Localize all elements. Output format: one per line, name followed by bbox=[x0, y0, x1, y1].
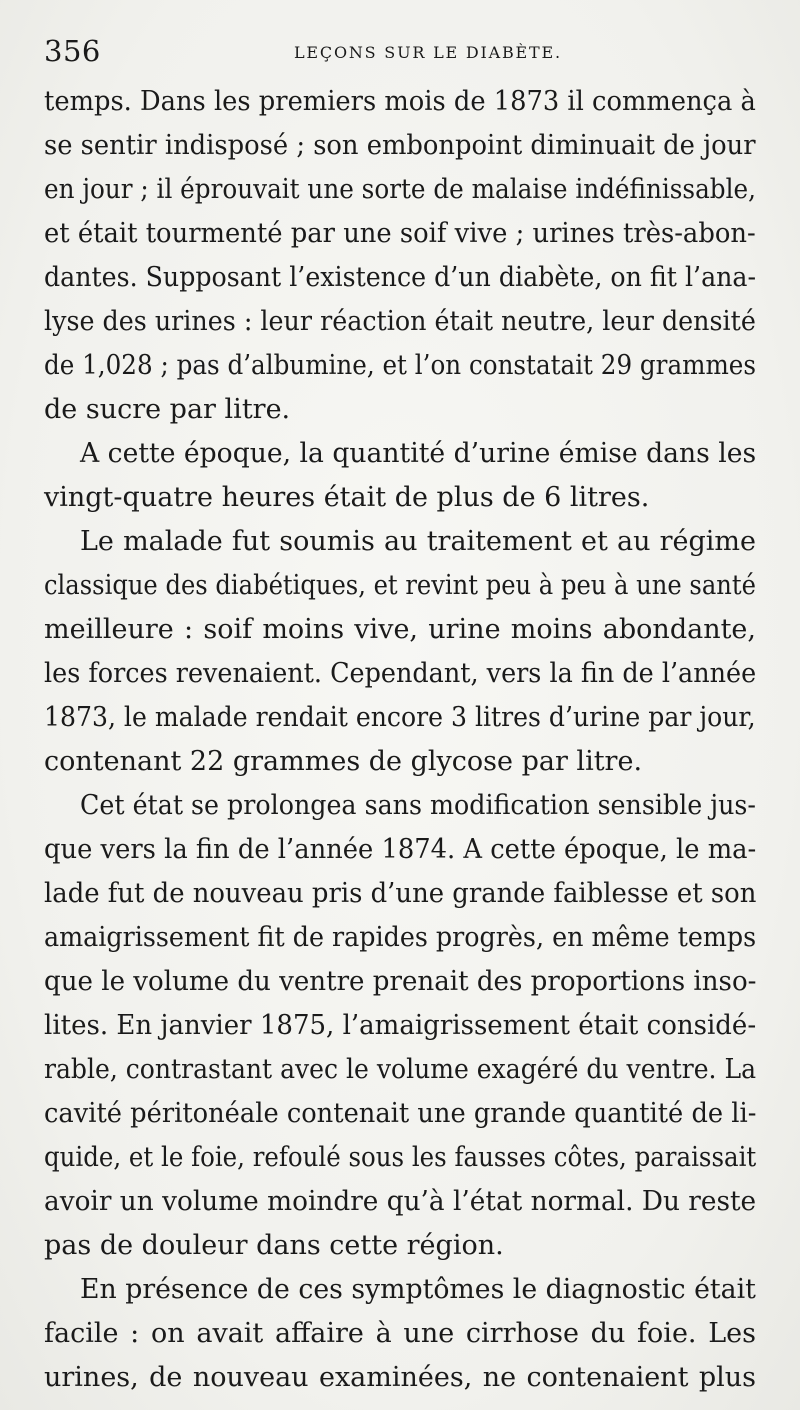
text-line: et était tourmenté par une soif vive ; urines très-abon- bbox=[44, 218, 756, 249]
text-line: se sentir indisposé ; son embonpoint diminuait de jour bbox=[44, 130, 756, 161]
text-line: En présence de ces symptômes le diagnostic était bbox=[80, 1274, 756, 1305]
text-line: les forces revenaient. Cependant, vers la fin de l’année bbox=[44, 658, 757, 689]
text-line: de 1,028 ; pas d’albumine, et l’on constatait 29 grammes bbox=[44, 350, 757, 381]
text-line: rable, contrastant avec le volume exagéré du ventre. La bbox=[44, 1054, 757, 1085]
text-line: temps. Dans les premiers mois de 1873 il commença à bbox=[44, 86, 756, 117]
text-line: de sucre par litre. bbox=[44, 394, 291, 425]
text-line: vingt-quatre heures était de plus de 6 litres. bbox=[44, 482, 650, 513]
text-line: Cet état se prolongea sans modification sensible jus- bbox=[80, 790, 756, 821]
text-line: classique des diabétiques, et revint peu à peu à une santé bbox=[44, 570, 756, 601]
text-line: lade fut de nouveau pris d’une grande faiblesse et son bbox=[44, 878, 757, 909]
text-line: en jour ; il éprouvait une sorte de malaise indéfinissable, bbox=[44, 174, 756, 205]
text-line: amaigrissement fit de rapides progrès, en même temps bbox=[44, 922, 757, 953]
text-line: que vers la fin de l’année 1874. A cette époque, le ma- bbox=[44, 834, 757, 865]
text-line: que le volume du ventre prenait des proportions inso- bbox=[44, 966, 757, 997]
text-line: facile : on avait affaire à une cirrhose du foie. Les bbox=[44, 1318, 756, 1349]
text-line: 1873, le malade rendait encore 3 litres d’urine par jour, bbox=[44, 702, 756, 733]
text-line: dantes. Supposant l’existence d’un diabète, on fit l’ana- bbox=[44, 262, 757, 293]
text-line: pas de douleur dans cette région. bbox=[44, 1230, 504, 1261]
text-line: meilleure : soif moins vive, urine moins abondante, bbox=[44, 614, 756, 645]
text-line: lyse des urines : leur réaction était neutre, leur densité bbox=[44, 306, 756, 337]
text-line: Le malade fut soumis au traitement et au régime bbox=[80, 526, 756, 557]
text-line: A cette époque, la quantité d’urine émise dans les bbox=[80, 438, 757, 469]
text-line: cavité péritonéale contenait une grande quantité de li- bbox=[44, 1098, 757, 1129]
text-line: lites. En janvier 1875, l’amaigrissement était considé- bbox=[44, 1010, 757, 1041]
text-line: urines, de nouveau examinées, ne contenaient plus bbox=[44, 1362, 756, 1393]
text-line: contenant 22 grammes de glycose par litre. bbox=[44, 746, 643, 777]
page-header bbox=[44, 34, 760, 70]
text-line: quide, et le foie, refoulé sous les fausses côtes, paraissait bbox=[44, 1142, 757, 1173]
text-line: avoir un volume moindre qu’à l’état normal. Du reste bbox=[44, 1186, 757, 1217]
running-title: LEÇONS SUR LE DIABÈTE. bbox=[294, 43, 562, 62]
page-number: 356 bbox=[44, 34, 101, 68]
